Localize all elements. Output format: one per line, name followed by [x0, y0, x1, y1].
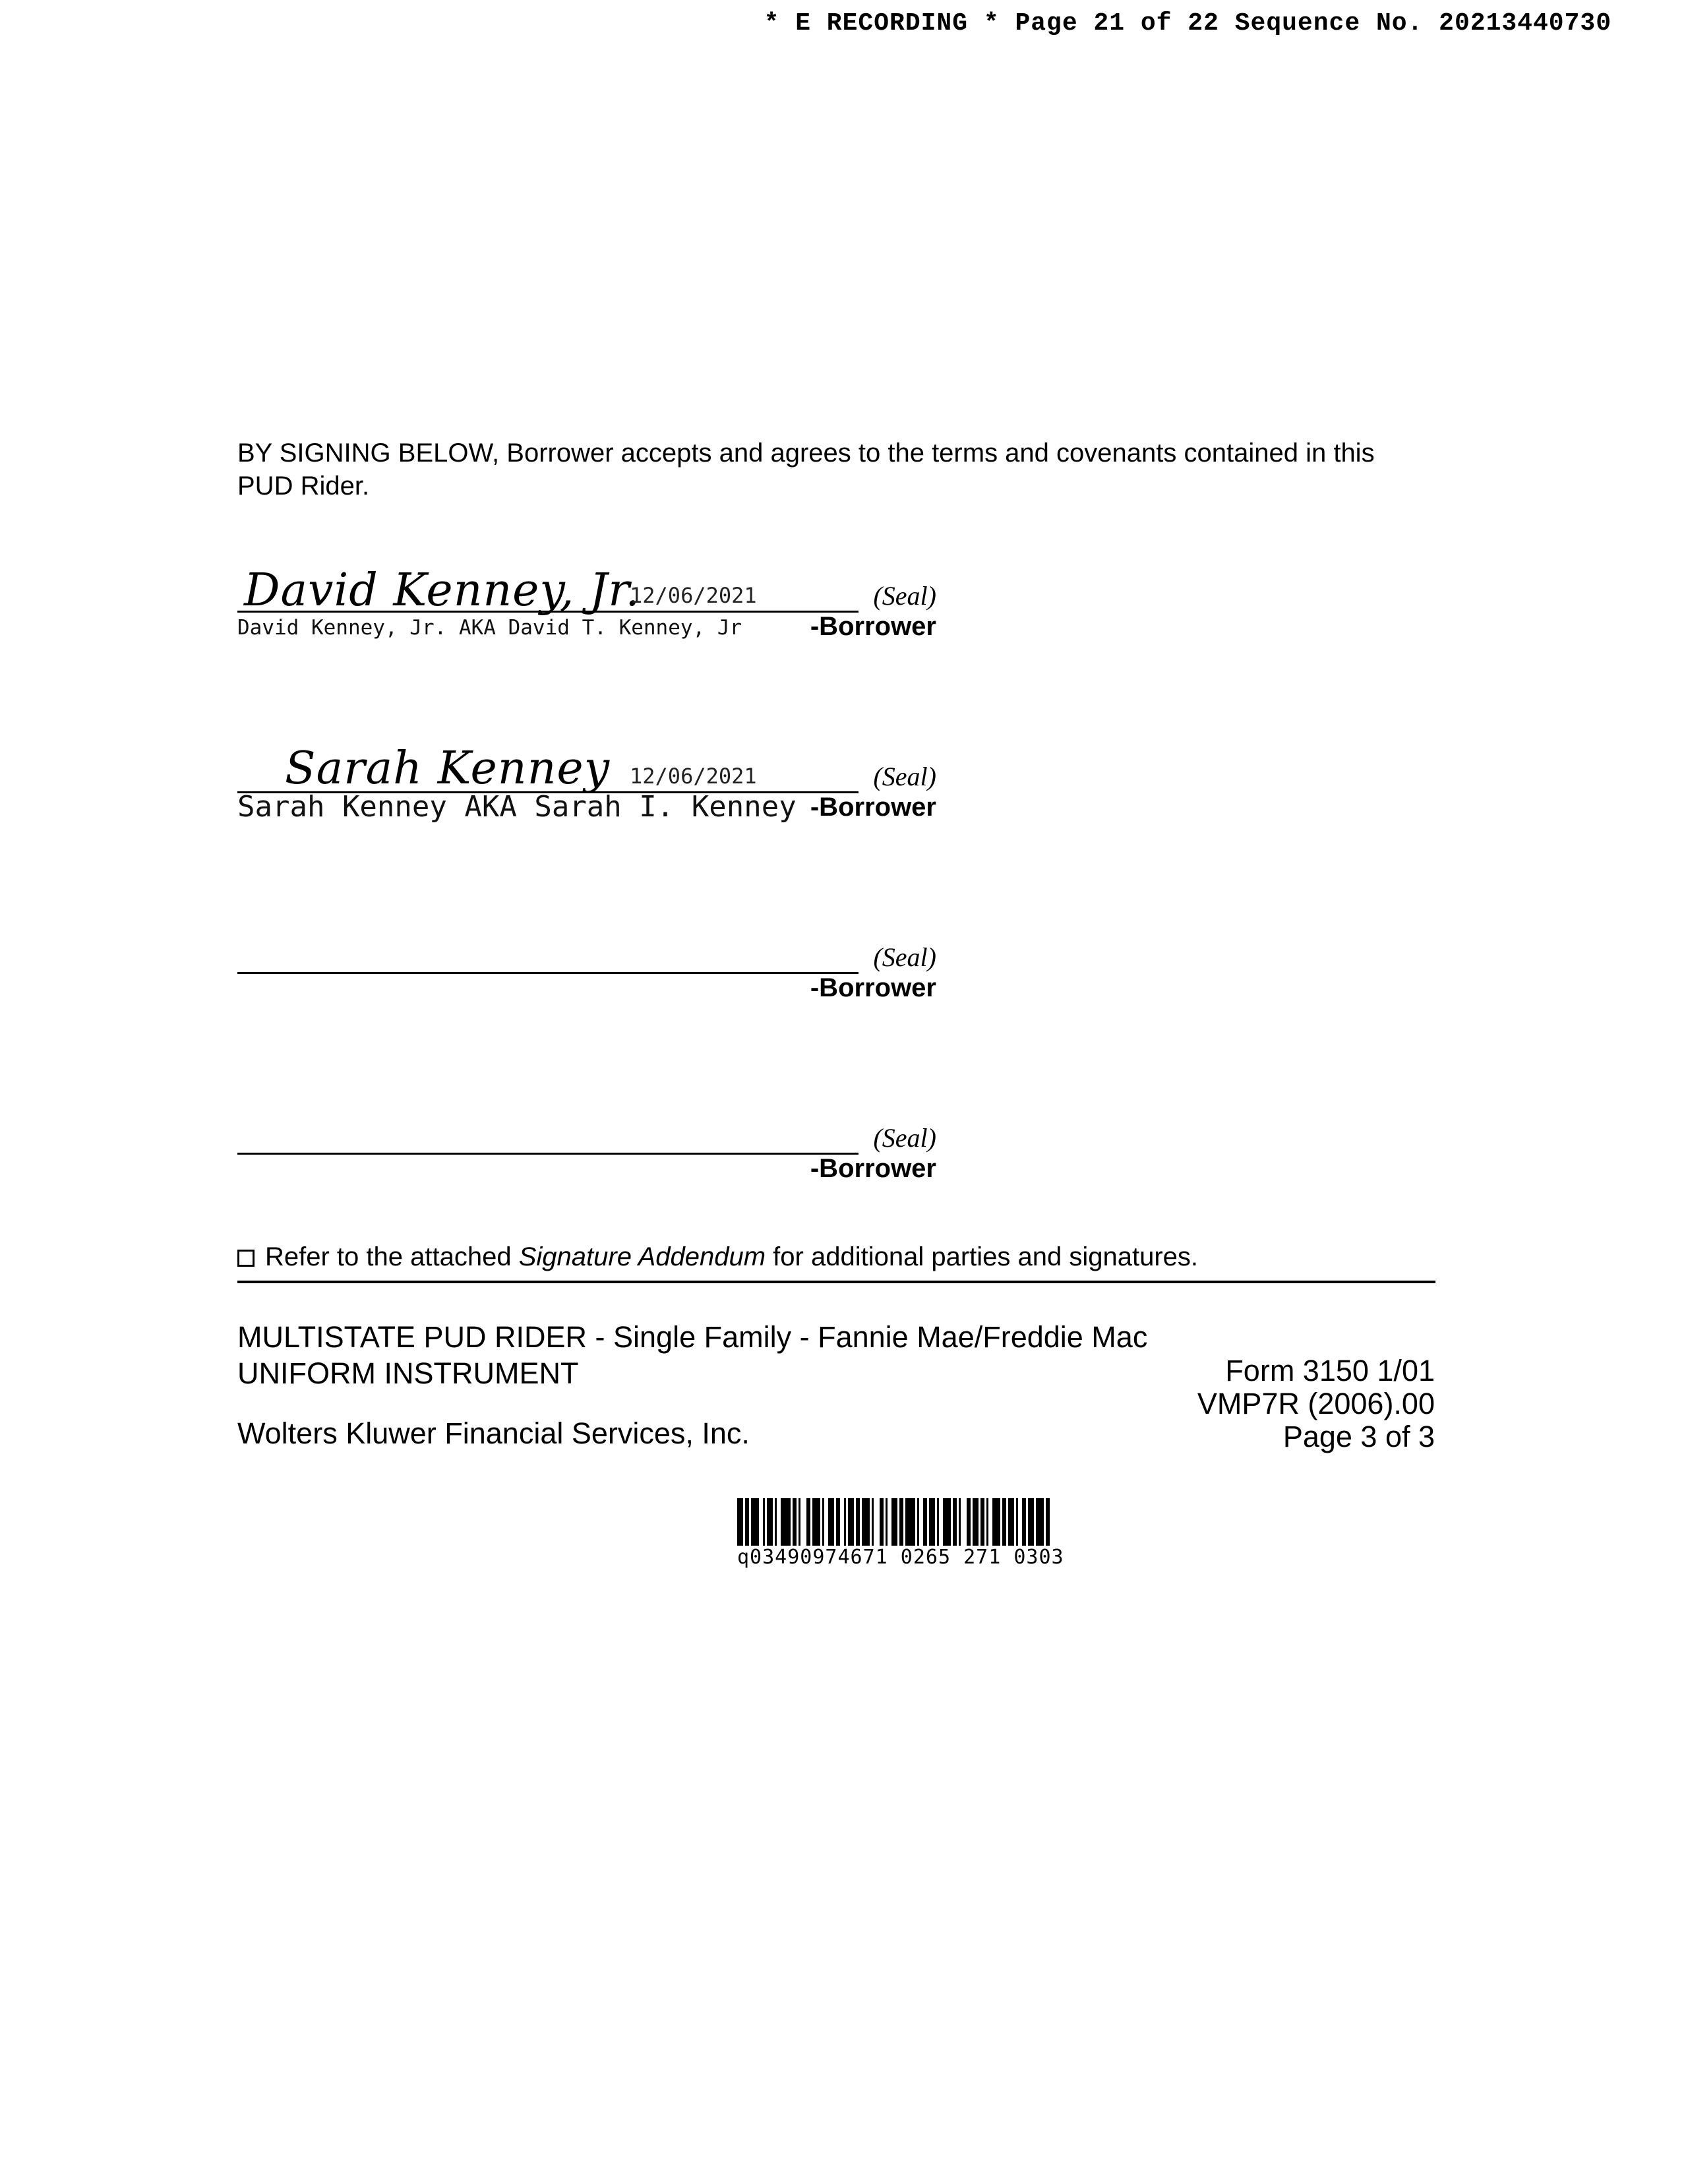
divider — [237, 1281, 1435, 1283]
publisher: Wolters Kluwer Financial Services, Inc. — [237, 1416, 750, 1450]
signature-block-4 — [237, 1110, 936, 1196]
printed-name: David Kenney, Jr. AKA David T. Kenney, Jr — [237, 616, 742, 640]
form-identifiers — [1197, 1354, 1435, 1453]
addendum-title: Signature Addendum — [518, 1242, 766, 1271]
signature-block-3 — [237, 930, 936, 1016]
handwritten-signature: Sarah Kenney — [285, 743, 611, 795]
form-title-line-1: MULTISTATE PUD RIDER - Single Family - Fannie Mae/Freddie Mac — [237, 1320, 1148, 1354]
seal-label: (Seal) — [873, 1123, 936, 1153]
signature-date: 12/06/2021 — [630, 583, 757, 608]
borrower-label: -Borrower — [810, 973, 936, 1002]
barcode — [737, 1498, 1212, 1569]
signature-addendum-note — [237, 1242, 1198, 1272]
borrower-label: -Borrower — [810, 1154, 936, 1183]
signature-line — [237, 1153, 859, 1155]
addendum-suffix: for additional parties and signatures. — [773, 1242, 1199, 1271]
seal-label: (Seal) — [873, 942, 936, 972]
seal-label: (Seal) — [873, 762, 936, 791]
signature-line — [237, 972, 859, 974]
addendum-checkbox[interactable] — [237, 1250, 255, 1267]
signature-block-1 — [237, 564, 936, 654]
signing-statement: BY SIGNING BELOW, Borrower accepts and agrees to the terms and covenants contained in this PUD Rider. — [237, 439, 1375, 501]
signature-line — [237, 611, 859, 613]
page-number: Page 3 of 3 — [1282, 1420, 1435, 1453]
borrower-label: -Borrower — [810, 612, 936, 641]
form-title — [237, 1319, 1147, 1391]
signature-block-2 — [237, 743, 936, 835]
recording-header: * E RECORDING * Page 21 of 22 Sequence No. 20213440730 — [764, 9, 1612, 38]
barcode-bars — [737, 1498, 1212, 1546]
form-code: VMP7R (2006).00 — [1197, 1387, 1435, 1420]
borrower-label: -Borrower — [810, 793, 936, 822]
signature-date: 12/06/2021 — [630, 764, 757, 789]
handwritten-signature: David Kenney, Jr. — [244, 564, 640, 617]
printed-name: Sarah Kenney AKA Sarah I. Kenney — [237, 790, 797, 824]
addendum-prefix: Refer to the attached — [265, 1242, 512, 1271]
barcode-number: q03490974671 0265 271 0303 — [737, 1546, 1064, 1569]
seal-label: (Seal) — [873, 581, 936, 611]
form-title-line-2: UNIFORM INSTRUMENT — [237, 1356, 579, 1390]
form-number: Form 3150 1/01 — [1225, 1354, 1435, 1387]
